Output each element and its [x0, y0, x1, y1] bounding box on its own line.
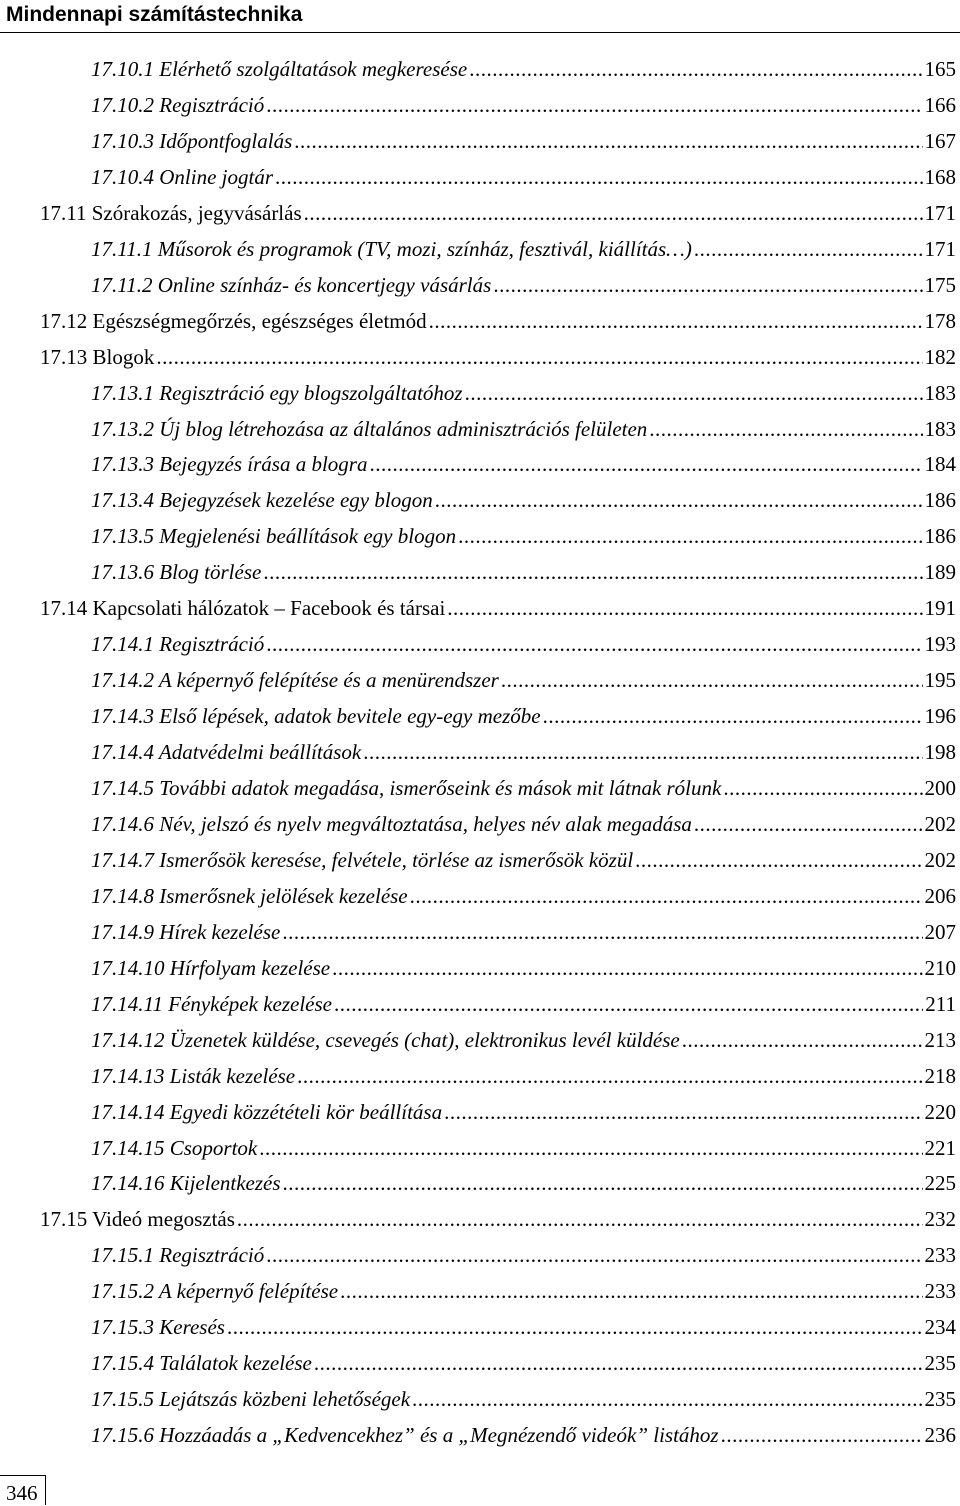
toc-entry-title: 17.15.3 Keresés — [91, 1315, 225, 1340]
toc-entry — [40, 340, 956, 374]
toc-entry-title: 17.14.10 Hírfolyam kezelése — [91, 955, 331, 980]
toc-entry — [91, 1023, 956, 1057]
toc-entry-page: 184 — [924, 452, 956, 477]
toc-entry-page: 171 — [924, 236, 956, 261]
toc-entry-page: 220 — [924, 1099, 956, 1124]
toc-entry-page: 186 — [924, 488, 956, 513]
toc-entry-title: 17.15.4 Találatok kezelése — [91, 1351, 312, 1376]
toc-entry-title: 17.10.1 Elérhető szolgáltatások megkeresése — [91, 57, 468, 81]
header-rule — [0, 32, 960, 33]
toc-entry — [91, 124, 956, 158]
toc-entry-title: 17.13.4 Bejegyzések kezelése egy blogon — [91, 488, 433, 513]
toc-dot-leader — [694, 232, 923, 266]
toc-dot-leader — [635, 843, 922, 877]
page-number: 346 — [6, 1481, 38, 1505]
toc-entry-page: 183 — [924, 416, 956, 441]
toc-dot-leader — [435, 483, 923, 517]
toc-entry-page: 186 — [924, 524, 956, 549]
toc-dot-leader — [501, 663, 923, 697]
toc-entry-title: 17.15.6 Hozzáadás a „Kedvencekhez” és a „Megnézendő videók” listához — [91, 1423, 719, 1448]
toc-entry-page: 233 — [924, 1243, 956, 1268]
toc-entry-page: 206 — [924, 883, 956, 908]
toc-entry — [91, 1274, 956, 1308]
toc-dot-leader — [410, 879, 923, 913]
toc-entry — [91, 232, 956, 266]
toc-entry-page: 183 — [924, 380, 956, 405]
toc-entry-title: 17.10.3 Időpontfoglalás — [91, 128, 293, 153]
toc-entry — [40, 591, 956, 625]
toc-entry-page: 182 — [924, 344, 956, 369]
toc-dot-leader — [266, 88, 922, 122]
toc-entry-title: 17.11.2 Online színház- és koncertjegy vásárlás — [91, 272, 492, 297]
running-header-title: Mindennapi számítástechnika — [6, 3, 303, 26]
toc-entry-page: 213 — [924, 1027, 956, 1052]
toc-dot-leader — [694, 807, 923, 841]
toc-entry-title: 17.15.1 Regisztráció — [91, 1243, 265, 1268]
toc-dot-leader — [649, 412, 922, 446]
toc-entry-title: 17.14.16 Kijelentkezés — [91, 1171, 281, 1196]
toc-entry — [91, 483, 956, 517]
toc-entry-title: 17.15.2 A képernyő felépítése — [91, 1279, 339, 1304]
toc-entry-page: 193 — [924, 632, 956, 657]
toc-entry — [91, 699, 956, 733]
toc-entry — [91, 268, 956, 302]
toc-entry-title: 17.13.5 Megjelenési beállítások egy blogon — [91, 524, 457, 549]
toc-entry-title: 17.13.1 Regisztráció egy blogszolgáltatóhoz — [91, 380, 463, 405]
toc-entry-title: 17.11 Szórakozás, jegyvásárlás — [40, 200, 302, 225]
toc-entry-page: 211 — [925, 991, 956, 1016]
toc-entry — [40, 304, 956, 338]
toc-dot-leader — [682, 1023, 923, 1057]
toc-entry — [91, 447, 956, 481]
toc-entry-page: 236 — [924, 1423, 956, 1448]
toc-dot-leader — [412, 1382, 922, 1416]
toc-entry-page: 198 — [924, 740, 956, 765]
toc-entry — [91, 1346, 956, 1380]
toc-entry-title: 17.14.8 Ismerősnek jelölések kezelése — [91, 883, 408, 908]
toc-dot-leader — [444, 1095, 922, 1129]
toc-entry-title: 17.14.11 Fényképek kezelése — [91, 991, 332, 1016]
toc-entry — [91, 1382, 956, 1416]
toc-entry-page: 195 — [924, 668, 956, 693]
toc-entry — [91, 412, 956, 446]
toc-dot-leader — [294, 124, 922, 158]
toc-entry — [91, 1059, 956, 1093]
toc-dot-leader — [263, 555, 922, 589]
toc-dot-leader — [314, 1346, 923, 1380]
toc-entry — [91, 843, 956, 877]
toc-dot-leader — [156, 340, 922, 374]
toc-entry-page: 225 — [924, 1171, 956, 1196]
toc-entry — [91, 663, 956, 697]
toc-entry-title: 17.13.6 Blog törlése — [91, 560, 262, 585]
toc-dot-leader — [493, 268, 922, 302]
toc-entry-title: 17.15 Videó megosztás — [40, 1207, 235, 1232]
toc-entry — [91, 160, 956, 194]
toc-entry-title: 17.10.2 Regisztráció — [91, 92, 265, 117]
toc-entry — [91, 735, 956, 769]
toc-dot-leader — [227, 1310, 923, 1344]
toc-entry-title: 17.12 Egészségmegőrzés, egészséges életmód — [40, 308, 427, 333]
toc-dot-leader — [429, 304, 923, 338]
toc-dot-leader — [721, 1418, 923, 1452]
toc-entry-title: 17.14.12 Üzenetek küldése, csevegés (chat), elektronikus levél küldése — [91, 1027, 680, 1052]
toc-entry-page: 178 — [924, 308, 956, 333]
toc-entry-page: 235 — [924, 1351, 956, 1376]
toc-dot-leader — [237, 1202, 923, 1236]
toc-dot-leader — [458, 519, 922, 553]
toc-dot-leader — [282, 915, 922, 949]
toc-entry-title: 17.14.7 Ismerősök keresése, felvétele, törlése az ismerősök közül — [91, 847, 634, 872]
toc-entry — [91, 555, 956, 589]
toc-entry — [91, 1310, 956, 1344]
toc-entry — [91, 1418, 956, 1452]
toc-dot-leader — [259, 1131, 922, 1165]
toc-entry-page: 235 — [924, 1387, 956, 1412]
toc-dot-leader — [266, 1238, 922, 1272]
toc-dot-leader — [465, 376, 923, 410]
toc-entry-page: 165 — [924, 57, 956, 81]
toc-entry — [40, 196, 956, 230]
toc-entry — [91, 879, 956, 913]
toc-entry-page: 202 — [924, 811, 956, 836]
toc-entry-page: 167 — [924, 128, 956, 153]
toc-dot-leader — [369, 447, 922, 481]
toc-entry — [91, 987, 956, 1021]
toc-entry-title: 17.14.3 Első lépések, adatok bevitele egy-egy mezőbe — [91, 704, 541, 729]
toc-entry-title: 17.14.14 Egyedi közzétételi kör beállítása — [91, 1099, 443, 1124]
toc-entry-title: 17.14.2 A képernyő felépítése és a menürendszer — [91, 668, 499, 693]
toc-entry-title: 17.15.5 Lejátszás közbeni lehetőségek — [91, 1387, 411, 1412]
toc-entry-page: 171 — [924, 200, 956, 225]
toc-entry — [91, 1095, 956, 1129]
toc-entry — [91, 1238, 956, 1272]
toc-entry — [91, 807, 956, 841]
toc-entry-title: 17.13.2 Új blog létrehozása az általános adminisztrációs felületen — [91, 416, 648, 441]
toc-entry-title: 17.11.1 Műsorok és programok (TV, mozi, színház, fesztivál, kiállítás…) — [91, 236, 692, 261]
toc-entry — [91, 1131, 956, 1165]
toc-entry-page: 189 — [924, 560, 956, 585]
toc-entry — [91, 951, 956, 985]
toc-entry — [91, 52, 956, 86]
toc-dot-leader — [469, 52, 922, 86]
toc-entry-page: 191 — [924, 596, 956, 621]
toc-dot-leader — [275, 160, 923, 194]
toc-entry — [91, 376, 956, 410]
toc-dot-leader — [334, 987, 923, 1021]
toc-entry-page: 232 — [924, 1207, 956, 1232]
toc-dot-leader — [332, 951, 922, 985]
toc-entry-title: 17.13.3 Bejegyzés írása a blogra — [91, 452, 368, 477]
toc-dot-leader — [723, 771, 922, 805]
toc-entry-title: 17.14.4 Adatvédelmi beállítások — [91, 740, 362, 765]
toc-entry-page: 168 — [924, 164, 956, 189]
toc-dot-leader — [543, 699, 923, 733]
toc-dot-leader — [447, 591, 922, 625]
toc-entry-title: 17.10.4 Online jogtár — [91, 164, 273, 189]
toc-entry-page: 166 — [924, 92, 956, 117]
toc-dot-leader — [340, 1274, 922, 1308]
toc-entry-page: 221 — [924, 1135, 956, 1160]
toc-entry-title: 17.14.1 Regisztráció — [91, 632, 265, 657]
toc-entry-page: 200 — [924, 776, 956, 800]
toc-dot-leader — [363, 735, 922, 769]
toc-entry-page: 175 — [924, 272, 956, 297]
toc-entry-page: 233 — [924, 1279, 956, 1304]
toc-entry-title: 17.14.15 Csoportok — [91, 1135, 258, 1160]
toc-entry-page: 202 — [924, 847, 956, 872]
toc-entry-page: 196 — [924, 704, 956, 729]
toc-entry — [91, 519, 956, 553]
toc-entry-page: 218 — [924, 1063, 956, 1088]
toc-entry — [91, 915, 956, 949]
toc-entry-title: 17.14.5 További adatok megadása, ismerőseink és mások mit látnak rólunk — [91, 776, 722, 800]
toc-entry — [91, 88, 956, 122]
toc-dot-leader — [266, 627, 922, 661]
toc-entry — [91, 627, 956, 661]
toc-entry-title: 17.14.6 Név, jelszó és nyelv megváltoztatása, helyes név alak megadása — [91, 811, 692, 836]
toc-entry-page: 234 — [924, 1315, 956, 1340]
toc-entry — [91, 771, 956, 805]
toc-entry-title: 17.13 Blogok — [40, 344, 155, 369]
toc-dot-leader — [283, 1166, 923, 1200]
toc-entry — [40, 1202, 956, 1236]
toc-entry-title: 17.14.13 Listák kezelése — [91, 1063, 296, 1088]
toc-entry-title: 17.14 Kapcsolati hálózatok – Facebook és társai — [40, 596, 446, 621]
toc-dot-leader — [304, 196, 923, 230]
toc-entry-title: 17.14.9 Hírek kezelése — [91, 919, 281, 944]
toc-entry — [91, 1166, 956, 1200]
toc-entry-page: 210 — [924, 955, 956, 980]
toc-entry-page: 207 — [924, 919, 956, 944]
toc-dot-leader — [297, 1059, 922, 1093]
